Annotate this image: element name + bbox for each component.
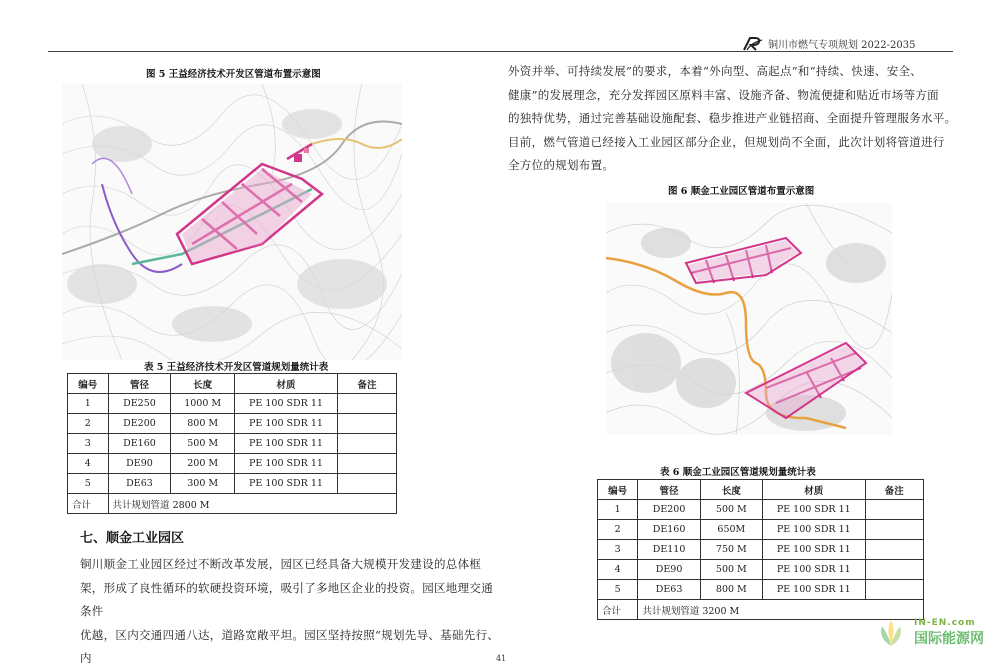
cell-length: 500 M [700, 500, 762, 520]
table6 [597, 479, 924, 620]
header-divider [48, 51, 953, 52]
cell-remark [338, 474, 397, 494]
cell-length: 750 M [700, 540, 762, 560]
cell-material: PE 100 SDR 11 [234, 474, 337, 494]
cell-id: 3 [68, 434, 109, 454]
watermark-brand: 国际能源网 [914, 631, 984, 647]
table5-header-diameter: 管径 [108, 374, 171, 394]
watermark-logo-icon [874, 618, 908, 648]
cell-diameter: DE110 [638, 540, 700, 560]
text-line: 铜川顺金工业园区经过不断改革发展，园区已经具备大规模开发建设的总体框 [80, 557, 482, 571]
table6-header-length: 长度 [700, 480, 762, 500]
table6-header-diameter: 管径 [638, 480, 700, 500]
table5 [67, 373, 397, 514]
cell-remark [865, 560, 923, 580]
cell-length: 200 M [171, 454, 235, 474]
cell-material: PE 100 SDR 11 [762, 540, 865, 560]
table-row [598, 500, 924, 520]
total-value: 共计规划管道 3200 M [638, 600, 924, 620]
cell-id: 5 [598, 580, 638, 600]
text-line: 架，形成了良性循环的软硬投资环境，吸引了多地区企业的投资。园区地理交通条件 [80, 580, 493, 618]
cell-diameter: DE160 [638, 520, 700, 540]
text-line: 全方位的规划布置。 [508, 158, 615, 172]
cell-material: PE 100 SDR 11 [234, 454, 337, 474]
text-line: 目前，燃气管道已经接入工业园区部分企业，但规划尚不全面，此次计划将管道进行 [508, 134, 945, 149]
cell-remark [865, 500, 923, 520]
page-number: 41 [496, 654, 507, 663]
figure6-caption: 图 6 顺金工业园区管道布置示意图 [668, 186, 815, 197]
cell-id: 3 [598, 540, 638, 560]
cell-diameter: DE160 [108, 434, 171, 454]
figure5-map [62, 84, 402, 360]
table5-total-row [68, 494, 397, 514]
cell-material: PE 100 SDR 11 [234, 434, 337, 454]
cell-material: PE 100 SDR 11 [762, 520, 865, 540]
header-title: 铜川市燃气专项规划 2022-2035 [768, 40, 916, 51]
table5-caption: 表 5 王益经济技术开发区管道规划量统计表 [144, 362, 329, 373]
text-line: 健康”的发展理念，充分发挥园区原料丰富、设施齐备、物流便捷和贴近市场等方面 [508, 87, 939, 102]
watermark-site: IN-EN.com [914, 618, 976, 628]
cell-length: 800 M [700, 580, 762, 600]
logo-icon [742, 37, 764, 51]
cell-id: 5 [68, 474, 109, 494]
cell-material: PE 100 SDR 11 [762, 560, 865, 580]
table5-header-remark: 备注 [338, 374, 397, 394]
figure6-map [606, 203, 892, 435]
cell-diameter: DE200 [108, 414, 171, 434]
cell-material: PE 100 SDR 11 [234, 394, 337, 414]
table-row [598, 580, 924, 600]
table5-header-length: 长度 [171, 374, 235, 394]
watermark [874, 618, 984, 648]
watermark-text [914, 618, 984, 648]
cell-length: 300 M [171, 474, 235, 494]
cell-remark [865, 520, 923, 540]
table-row [68, 414, 397, 434]
table5-header-id: 编号 [68, 374, 109, 394]
table6-total-row [598, 600, 924, 620]
cell-diameter: DE200 [638, 500, 700, 520]
cell-remark [338, 434, 397, 454]
cell-material: PE 100 SDR 11 [762, 580, 865, 600]
right-paragraph [508, 60, 958, 178]
table-row [68, 454, 397, 474]
cell-diameter: DE250 [108, 394, 171, 414]
table6-caption: 表 6 顺金工业园区管道规划量统计表 [660, 467, 816, 478]
cell-length: 650M [700, 520, 762, 540]
cell-diameter: DE63 [108, 474, 171, 494]
section-title: 七、顺金工业园区 [80, 531, 185, 546]
cell-material: PE 100 SDR 11 [234, 414, 337, 434]
figure5-caption: 图 5 王益经济技术开发区管道布置示意图 [146, 69, 321, 80]
cell-diameter: DE90 [638, 560, 700, 580]
text-line: 优越，区内交通四通八达，道路宽敞平坦。园区坚持按照“规划先导、基础先行、内 [80, 627, 500, 665]
cell-remark [338, 394, 397, 414]
cell-remark [338, 454, 397, 474]
cell-length: 500 M [171, 434, 235, 454]
cell-length: 800 M [171, 414, 235, 434]
table-row [68, 394, 397, 414]
cell-length: 500 M [700, 560, 762, 580]
cell-id: 2 [598, 520, 638, 540]
table-row [598, 540, 924, 560]
figure6-map-drawing [606, 203, 892, 435]
table6-header-material: 材质 [762, 480, 865, 500]
cell-remark [865, 580, 923, 600]
cell-remark [865, 540, 923, 560]
table5-header-material: 材质 [234, 374, 337, 394]
figure5-map-drawing [62, 84, 402, 360]
table6-header-row [598, 480, 924, 500]
total-value: 共计规划管道 2800 M [108, 494, 396, 514]
cell-remark [338, 414, 397, 434]
table-row [598, 520, 924, 540]
text-line: 的独特优势，通过完善基础设施配套、稳步推进产业链招商、全面提升管理服务水平。 [508, 111, 957, 125]
table6-header-id: 编号 [598, 480, 638, 500]
cell-material: PE 100 SDR 11 [762, 500, 865, 520]
cell-id: 1 [598, 500, 638, 520]
table-row [68, 434, 397, 454]
cell-length: 1000 M [171, 394, 235, 414]
cell-diameter: DE63 [638, 580, 700, 600]
cell-id: 4 [68, 454, 109, 474]
table5-header-row [68, 374, 397, 394]
cell-id: 4 [598, 560, 638, 580]
cell-diameter: DE90 [108, 454, 171, 474]
table-row [598, 560, 924, 580]
cell-id: 1 [68, 394, 109, 414]
total-label: 合计 [598, 600, 638, 620]
left-paragraph [80, 553, 500, 671]
table-row [68, 474, 397, 494]
text-line: 外资并举、可持续发展”的要求，本着“外向型、高起点”和“持续、快速、安全、 [508, 64, 923, 78]
running-header [742, 36, 915, 51]
cell-id: 2 [68, 414, 109, 434]
table6-header-remark: 备注 [865, 480, 923, 500]
total-label: 合计 [68, 494, 109, 514]
